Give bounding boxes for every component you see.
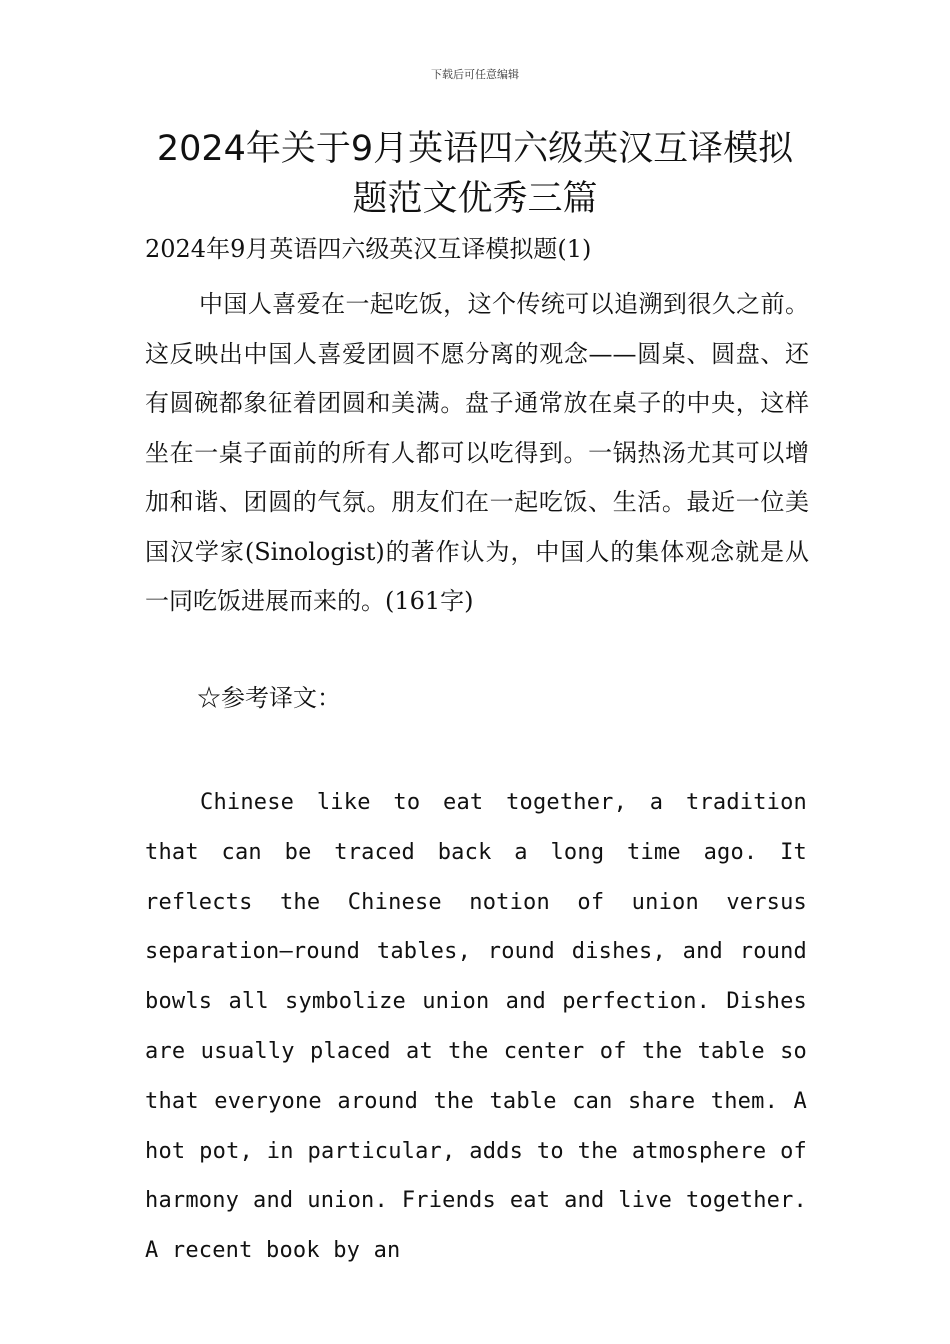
reference-translation-label: ☆参考译文： (197, 684, 341, 712)
chinese-paragraph: 中国人喜爱在一起吃饭，这个传统可以追溯到很久之前。这反映出中国人喜爱团圆不愿分离的观念——圆桌、圆盘、还有圆碗都象征着团圆和美满。盘子通常放在桌子的中央，这样坐在一桌子面前的所有人都可以吃得到。一锅热汤尤其可以增加和谐、团圆的气氛。朋友们在一起吃饭、生活。最近一位美国汉学家(Sinologist)的著作认为，中国人的集体观念就是从一同吃饭进展而来的。(161字) (145, 290, 809, 615)
document-title: 2024年关于9月英语四六级英汉互译模拟题范文优秀三篇 (156, 129, 794, 219)
section-heading: 2024年9月英语四六级英汉互译模拟题(1) (145, 235, 592, 263)
header-note: 下载后可任意编辑 (431, 68, 519, 81)
english-paragraph: Chinese like to eat together, a tradition that can be traced back a long time ago. It reflects the Chinese notion of union versus separation—round tables, round dishes, and round bowls all symbolize union and perfection. Dishes are usually placed at the center of the table so that everyone around the table can share them. A hot pot, in particular, adds to the atmosphere of harmony and union. Friends eat and live together. A recent book by an (145, 790, 807, 1264)
